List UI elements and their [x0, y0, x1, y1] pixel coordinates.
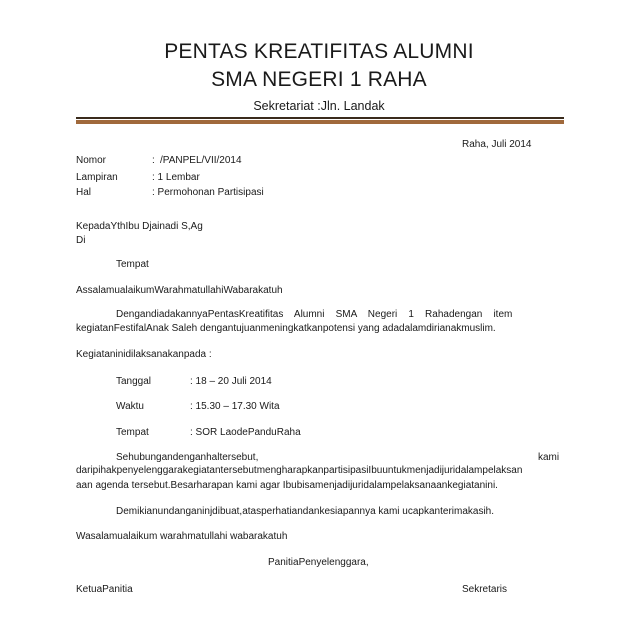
- letterhead-rule-accent: [76, 120, 564, 124]
- recipient-line2: Di: [76, 235, 86, 246]
- recipient-line3: Tempat: [116, 259, 149, 270]
- signature-right-label: Sekretaris: [462, 584, 508, 595]
- meta-hal-label: Hal: [76, 187, 92, 198]
- meta-nomor-value: /PANPEL/VII/2014: [160, 155, 242, 166]
- recipient-line1: KepadaYthIbu Djainadi S,Ag: [76, 221, 203, 232]
- schedule-tanggal-label: Tanggal: [116, 376, 152, 387]
- meta-nomor-label: Nomor: [76, 155, 107, 166]
- committee: PanitiaPenyelenggara,: [268, 557, 369, 568]
- para2-line1-end: kami: [538, 452, 560, 463]
- meta-lampiran-label: Lampiran: [76, 172, 118, 183]
- letterhead-rule: [76, 117, 564, 119]
- para3: Demikianundanganinjdibuat,atasperhatiandankesiapannya kami ucapkanterimakasih.: [116, 506, 495, 517]
- schedule-intro: Kegiataninidilaksanakanpada :: [76, 349, 212, 360]
- meta-nomor-colon: :: [152, 155, 155, 166]
- para1-line2: kegiatanFestifalAnak Saleh dengantujuanmeningkatkanpotensi yang adadalamdirianakmuslim.: [76, 323, 496, 334]
- letterhead-title-line2: SMA NEGERI 1 RAHA: [211, 68, 427, 91]
- para1-line1: DengandiadakannyaPentasKreatifitas Alumni SMA Negeri 1 Rahadengan item: [116, 309, 513, 320]
- schedule-tanggal-value: : 18 – 20 Juli 2014: [190, 376, 272, 387]
- para2-line2: daripihakpenyelenggarakegiatantersebutmengharapkanpartisipasiIbuuntukmenjadijuridalampelaksan: [76, 465, 523, 476]
- greeting: AssalamualaikumWarahmatullahiWabarakatuh: [76, 285, 283, 296]
- letterhead-secretariat: Sekretariat :Jln. Landak: [253, 99, 385, 113]
- letterhead-title-line1: PENTAS KREATIFITAS ALUMNI: [164, 40, 474, 63]
- date-line: Raha, Juli 2014: [462, 139, 532, 150]
- meta-lampiran-value: : 1 Lembar: [152, 172, 200, 183]
- meta-hal-value: : Permohonan Partisipasi: [152, 187, 264, 198]
- schedule-tempat-value: : SOR LaodePanduRaha: [190, 427, 301, 438]
- closing: Wasalamualaikum warahmatullahi wabarakatuh: [76, 531, 288, 542]
- signature-left-label: KetuaPanitia: [76, 584, 133, 595]
- schedule-tempat-label: Tempat: [116, 427, 149, 438]
- para2-line3: aan agenda tersebut.Besarharapan kami agar Ibubisamenjadijuridalampelaksanaankegiatanini.: [76, 480, 498, 491]
- schedule-waktu-value: : 15.30 – 17.30 Wita: [190, 401, 280, 412]
- schedule-waktu-label: Waktu: [116, 401, 144, 412]
- para2-line1-start: Sehubungandenganhaltersebut,: [116, 452, 259, 463]
